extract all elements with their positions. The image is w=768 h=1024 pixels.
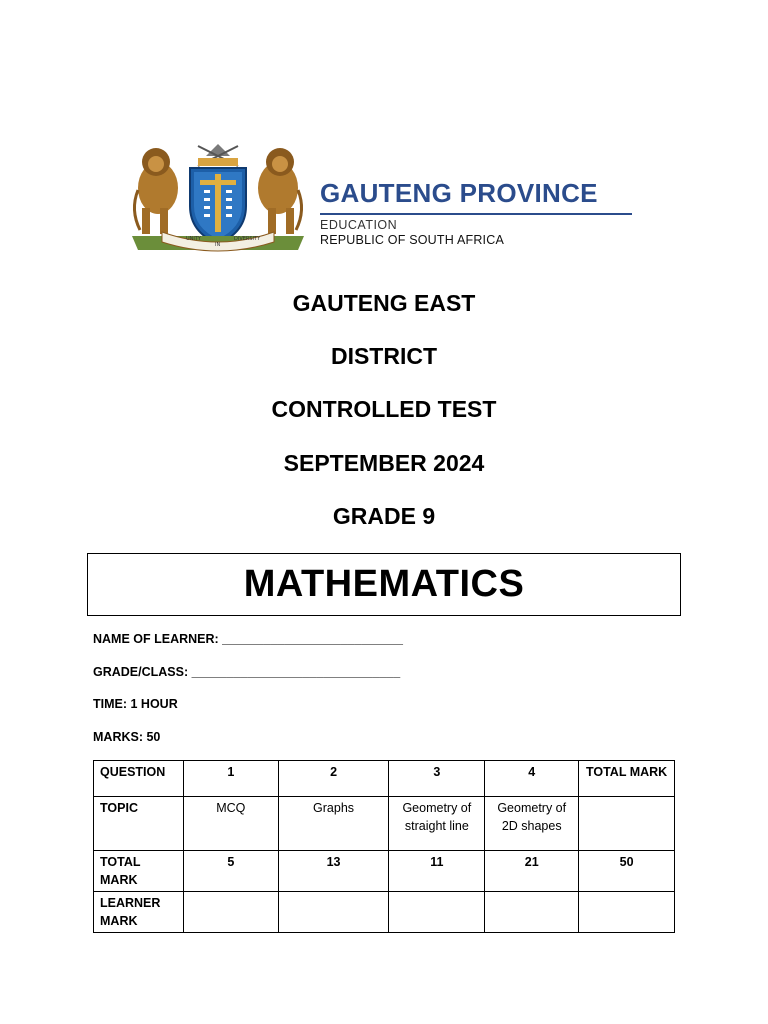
- left-lion-icon: [134, 148, 178, 234]
- total-cell: 11: [389, 851, 485, 892]
- table-row: [94, 851, 675, 892]
- department-name: EDUCATION: [320, 218, 398, 232]
- topic-cell: MCQ: [183, 797, 278, 851]
- learner-mark-cell[interactable]: [579, 892, 675, 933]
- question-label: QUESTION: [94, 761, 184, 797]
- test-date: SEPTEMBER 2024: [283, 450, 485, 476]
- learner-mark-cell[interactable]: [485, 892, 579, 933]
- total-cell: 21: [485, 851, 579, 892]
- total-mark-header: TOTAL MARK: [579, 761, 675, 797]
- learner-mark-cell[interactable]: [278, 892, 389, 933]
- coat-of-arms-icon: [128, 140, 308, 252]
- grade-class-field: GRADE/CLASS: ______________________________: [93, 665, 401, 679]
- total-mark-label: TOTAL MARK: [94, 851, 184, 892]
- question-number: 2: [278, 761, 389, 797]
- district-label: DISTRICT: [330, 343, 438, 369]
- learner-name-field: NAME OF LEARNER: __________________________: [93, 632, 403, 646]
- department-logo: [128, 140, 638, 255]
- topic-label: TOPIC: [94, 797, 184, 851]
- learner-mark-label: LEARNER MARK: [94, 892, 184, 933]
- learner-mark-cell[interactable]: [183, 892, 278, 933]
- topic-cell: Geometry of straight line: [389, 797, 485, 851]
- motto-mid: IN: [215, 242, 221, 248]
- marks-table: [93, 760, 675, 933]
- marks-field: MARKS: 50: [93, 730, 161, 744]
- table-row: [94, 892, 675, 933]
- grand-total-cell: 50: [579, 851, 675, 892]
- motto-left: UNITY: [186, 236, 201, 242]
- question-number: 4: [485, 761, 579, 797]
- crest-icon: [198, 144, 238, 166]
- topic-cell: Geometry of 2D shapes: [485, 797, 579, 851]
- right-lion-icon: [258, 148, 302, 234]
- test-type: CONTROLLED TEST: [271, 396, 497, 422]
- table-row: [94, 761, 675, 797]
- total-cell: 5: [183, 851, 278, 892]
- district-title: GAUTENG EAST: [292, 290, 476, 316]
- total-cell: 13: [278, 851, 389, 892]
- time-field: TIME: 1 HOUR: [93, 697, 178, 711]
- country-name: REPUBLIC OF SOUTH AFRICA: [320, 233, 504, 247]
- motto-right: DIVERSITY: [234, 236, 261, 242]
- topic-total-cell: [579, 797, 675, 851]
- learner-mark-cell[interactable]: [389, 892, 485, 933]
- table-row: [94, 797, 675, 851]
- shield-icon: [190, 168, 246, 244]
- subject-title: MATHEMATICS: [243, 563, 525, 605]
- question-number: 3: [389, 761, 485, 797]
- province-name: GAUTENG PROVINCE: [320, 178, 598, 208]
- topic-cell: Graphs: [278, 797, 389, 851]
- province-divider: [320, 213, 632, 215]
- question-number: 1: [183, 761, 278, 797]
- grade-heading: GRADE 9: [332, 503, 436, 529]
- subject-box: [87, 553, 681, 616]
